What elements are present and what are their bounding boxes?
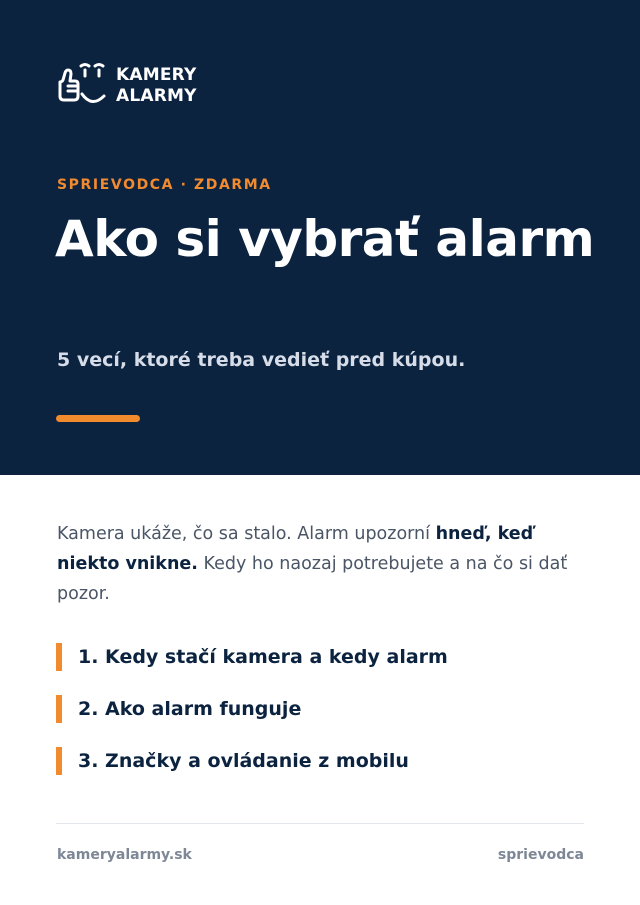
toc-item-1[interactable] [56, 643, 596, 671]
toc-item-3[interactable] [56, 747, 596, 775]
intro-text-start: Kamera ukáže, čo sa stalo. Alarm upozorní [57, 524, 436, 544]
toc-item-2[interactable] [56, 695, 596, 723]
toc-marker [56, 643, 62, 671]
toc-item-label: 3. Značky a ovládanie z mobilu [78, 750, 409, 772]
eyebrow-label: SPRIEVODCA · ZDARMA [57, 177, 272, 193]
brand-name-line1: KAMERY [116, 65, 197, 85]
intro-text-end: Kedy ho naozaj potrebujete a na čo si dať pozor. [57, 554, 568, 604]
footer-divider [56, 823, 584, 824]
page-subtitle: 5 vecí, ktoré treba vedieť pred kúpou. [57, 349, 466, 371]
toc-marker [56, 747, 62, 775]
intro-text-emphasis: hneď, keď niekto vnikne. [57, 524, 534, 574]
table-of-contents [56, 643, 596, 799]
accent-divider [56, 415, 140, 422]
brand-logo[interactable] [54, 60, 197, 112]
brand-name [116, 65, 197, 107]
footer-section-label: sprievodca [497, 847, 584, 863]
brand-name-line2: ALARMY [116, 86, 197, 106]
footer-site-link[interactable]: kameryalarmy.sk [57, 847, 192, 863]
toc-marker [56, 695, 62, 723]
page-title: Ako si vybrať alarm [55, 210, 595, 268]
thumbs-up-smile-icon [54, 60, 112, 112]
intro-paragraph [57, 519, 587, 609]
toc-item-label: 2. Ako alarm funguje [78, 698, 302, 720]
toc-item-label: 1. Kedy stačí kamera a kedy alarm [78, 646, 448, 668]
